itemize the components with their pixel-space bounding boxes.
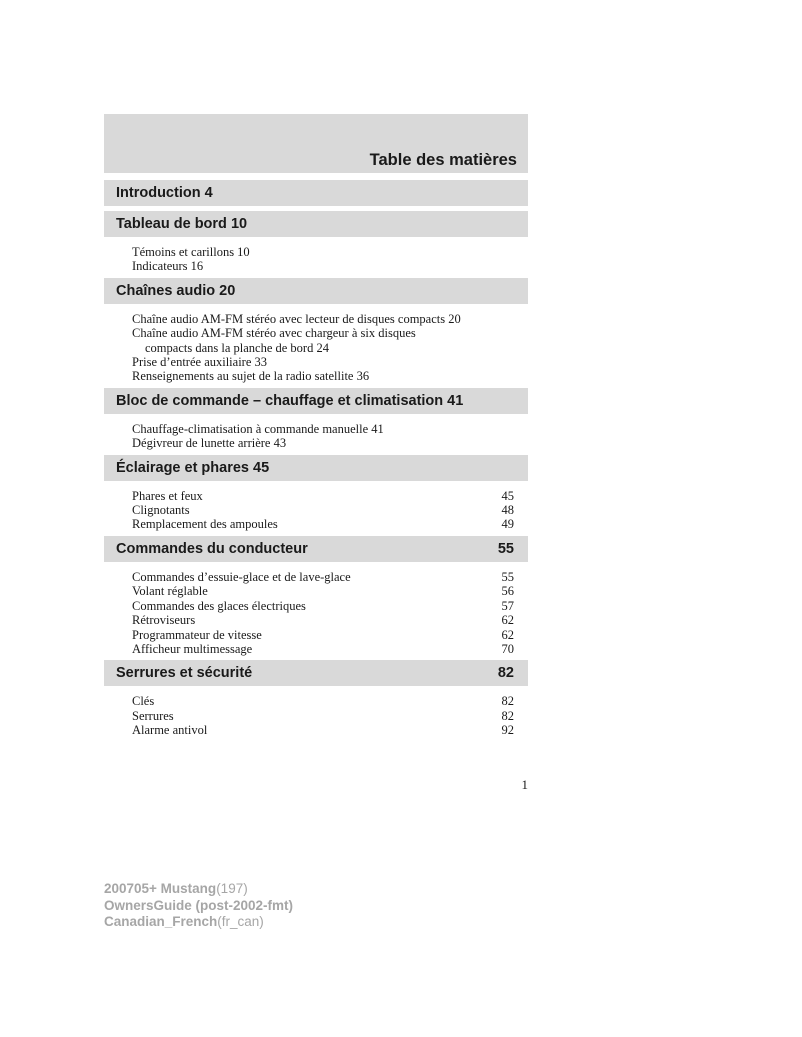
- entry-page: [484, 436, 514, 450]
- entry-page: [484, 245, 514, 259]
- section-title: Tableau de bord 10: [116, 216, 248, 232]
- entry-title: Chaîne audio AM-FM stéréo avec chargeur à six disques: [132, 326, 416, 341]
- entry-title: Renseignements au sujet de la radio satellite 36: [132, 369, 370, 384]
- section-title: Éclairage et phares 45: [116, 459, 270, 476]
- section-entries: [104, 422, 528, 451]
- entry-title: Serrures: [132, 708, 174, 723]
- document-footer: [104, 881, 293, 931]
- entry-page: 45: [501, 488, 514, 503]
- toc-entry[interactable]: [132, 613, 514, 627]
- page-title: Table des matières: [369, 151, 517, 169]
- toc-entry[interactable]: [132, 326, 514, 340]
- section-entries: [104, 489, 528, 532]
- section-entries: [104, 694, 528, 737]
- section-page: 82: [497, 665, 514, 682]
- toc-entry[interactable]: [132, 369, 514, 383]
- entry-title: Indicateurs 16: [132, 259, 204, 274]
- section-entries: [104, 245, 528, 274]
- entry-title: compacts dans la planche de bord 24: [145, 340, 329, 355]
- entry-title: Chaîne audio AM-FM stéréo avec lecteur de disques compacts 20: [132, 311, 461, 326]
- footer-model-code: (197): [216, 881, 248, 896]
- entry-page: [484, 369, 514, 383]
- entry-page: 48: [501, 503, 514, 518]
- entry-title: Volant réglable: [132, 584, 208, 599]
- entry-title: Programmateur de vitesse: [132, 627, 262, 642]
- entry-title: Remplacement des ampoules: [132, 517, 278, 532]
- toc-entry[interactable]: [132, 570, 514, 584]
- section-title: Serrures et sécurité: [116, 665, 253, 682]
- entry-title: Témoins et carillons 10: [132, 245, 250, 259]
- toc-entry[interactable]: [132, 628, 514, 642]
- section-header[interactable]: [104, 211, 528, 237]
- entry-title: Clignotants: [132, 503, 190, 518]
- entry-title: Afficheur multimessage: [132, 641, 253, 656]
- entry-page: 57: [501, 598, 514, 613]
- toc-entry[interactable]: [132, 723, 514, 737]
- title-band: [104, 114, 528, 173]
- entry-page: [484, 259, 514, 273]
- entry-page: 55: [501, 569, 514, 584]
- toc-page: [104, 114, 528, 742]
- entry-page: 62: [501, 627, 514, 642]
- toc-entry[interactable]: [132, 584, 514, 598]
- footer-guide: OwnersGuide (post-2002-fmt): [104, 897, 294, 913]
- toc-entry[interactable]: [132, 245, 514, 259]
- toc-entry[interactable]: [132, 259, 514, 273]
- entry-page: [484, 422, 514, 436]
- entry-title: Prise d’entrée auxiliaire 33: [132, 355, 268, 370]
- toc-entry[interactable]: [132, 489, 514, 503]
- toc-entry[interactable]: [132, 436, 514, 450]
- entry-title: Phares et feux: [132, 488, 203, 503]
- toc-entry[interactable]: [132, 341, 514, 355]
- section-header[interactable]: [104, 455, 528, 481]
- toc-entry[interactable]: [132, 599, 514, 613]
- section-entries: [104, 312, 528, 384]
- toc-entry[interactable]: [132, 517, 514, 531]
- toc-entry[interactable]: [132, 422, 514, 436]
- entry-page: 92: [501, 723, 514, 738]
- entry-title: Alarme antivol: [132, 723, 208, 738]
- entry-title: Dégivreur de lunette arrière 43: [132, 436, 287, 451]
- entry-page: 82: [501, 694, 514, 709]
- section-header[interactable]: [104, 180, 528, 206]
- section-entries: [104, 570, 528, 656]
- footer-model: 200705+ Mustang: [104, 881, 217, 896]
- entry-title: Chauffage-climatisation à commande manuelle 41: [132, 421, 384, 436]
- entry-page: 82: [501, 708, 514, 723]
- entry-title: Clés: [132, 694, 155, 709]
- section-header[interactable]: [104, 536, 528, 562]
- toc-entry[interactable]: [132, 694, 514, 708]
- entry-page: 70: [501, 641, 514, 656]
- footer-line-2: [104, 898, 293, 915]
- toc-entry[interactable]: [132, 355, 514, 369]
- section-title: Chaînes audio 20: [116, 282, 236, 299]
- toc-entry[interactable]: [132, 503, 514, 517]
- page-number: 1: [521, 777, 528, 792]
- footer-line-1: [104, 881, 293, 898]
- toc-entry[interactable]: [132, 312, 514, 326]
- section-title: Commandes du conducteur: [116, 540, 308, 557]
- footer-language: Canadian_French: [104, 914, 218, 929]
- entry-title: Commandes d’essuie-glace et de lave-glace: [132, 569, 351, 584]
- section-header[interactable]: [104, 660, 528, 686]
- entry-page: [484, 326, 514, 340]
- entry-page: [484, 341, 514, 355]
- entry-title: Commandes des glaces électriques: [132, 598, 306, 613]
- toc-entry[interactable]: [132, 642, 514, 656]
- section-page: 55: [497, 540, 514, 557]
- entry-page: 49: [501, 517, 514, 532]
- entry-page: 56: [501, 584, 514, 599]
- entry-page: 62: [501, 613, 514, 628]
- footer-line-3: [104, 914, 293, 931]
- entry-title: Rétroviseurs: [132, 613, 196, 628]
- section-header[interactable]: [104, 388, 528, 414]
- section-title: Bloc de commande – chauffage et climatisation 41: [116, 392, 464, 409]
- entry-page: [484, 355, 514, 369]
- section-header[interactable]: [104, 278, 528, 304]
- toc-entry[interactable]: [132, 709, 514, 723]
- toc-list: [104, 180, 528, 742]
- footer-language-code: (fr_can): [217, 914, 264, 929]
- section-title: Introduction 4: [116, 185, 213, 201]
- entry-page: [484, 312, 514, 326]
